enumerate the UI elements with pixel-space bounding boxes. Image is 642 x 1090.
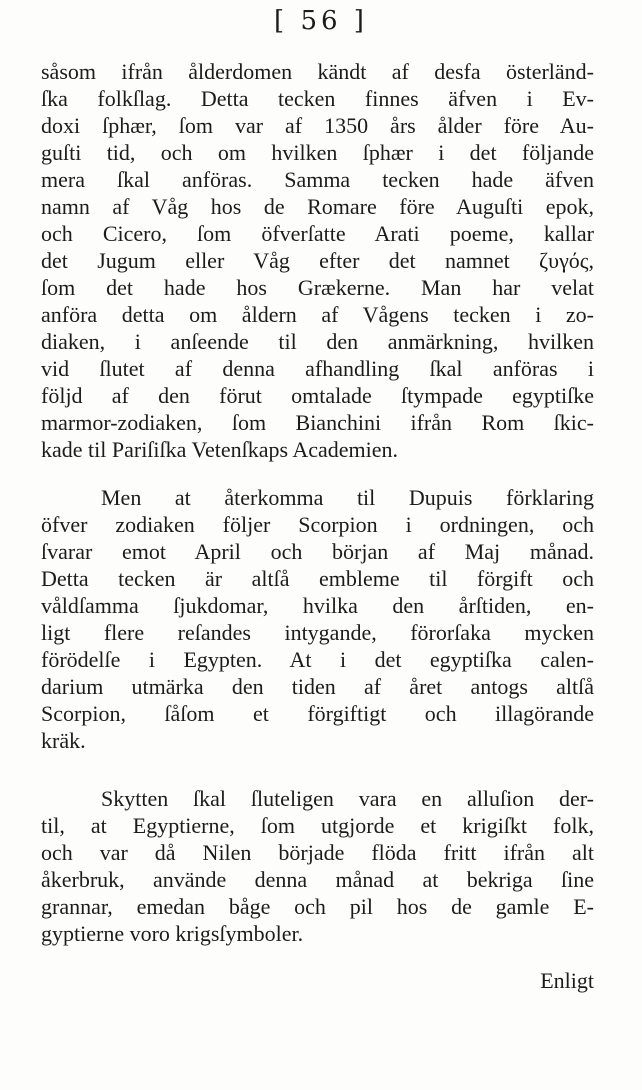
paragraph-3 [41,785,594,947]
text-line: Men at återkomma til Dupuis förklaring [101,485,594,510]
text-line: gyptierne voro krigsſymboler. [41,921,304,946]
text-line: Skytten ſkal ſluteligen vara en alluſion der- [101,786,594,811]
text-line: til, at Egyptierne, ſom utgjorde et krigiſkt folk, [41,813,594,838]
text-line: vid ſlutet af denna afhandling ſkal anföras i [41,356,594,381]
text-line: ligt flere reſandes intygande, förorſaka mycken [41,620,594,645]
text-line: marmor-zodiaken, ſom Bianchini ifrån Rom ſkic- [41,410,594,435]
text-line: förödelſe i Egypten. At i det egyptiſka calen- [41,647,594,672]
text-line: Scorpion, ſåſom et förgiftigt och illagörande [41,701,594,726]
catchword: Enligt [540,968,594,993]
text-line: diaken, i anſeende til den anmärkning, hvilken [41,329,594,354]
text-line: kade til Pariſiſka Vetenſkaps Academien. [41,437,398,462]
text-line: grannar, emedan båge och pil hos de gamle E- [41,894,594,919]
text-line: Detta tecken är altſå embleme til förgift och [41,566,594,591]
text-line: och Cicero, ſom öfverſatte Arati poeme, kallar [41,221,594,246]
text-line: ſka folkſlag. Detta tecken finnes äfven i Ev- [41,86,594,111]
text-line: våldſamma ſjukdomar, hvilka den årſtiden, en- [41,593,594,618]
text-line: det Jugum eller Våg efter det namnet ζυγός, [41,248,594,273]
text-line: åkerbruk, använde denna månad at bekriga ſine [41,867,594,892]
text-line: guſti tid, och om hvilken ſphær i det följande [41,140,594,165]
text-line: såsom ifrån ålderdomen kändt af desfa österländ- [41,59,594,84]
text-line: mera ſkal anföras. Samma tecken hade äfven [41,167,594,192]
text-line: kräk. [41,728,86,753]
text-line: ſom det hade hos Grækerne. Man har velat [41,275,594,300]
text-line: ſvarar emot April och början af Maj månad. [41,539,594,564]
text-line: och var då Nilen började flöda fritt ifrån alt [41,840,594,865]
text-line: namn af Våg hos de Romare före Auguſti epok, [41,194,594,219]
text-line: doxi ſphær, ſom var af 1350 års ålder före Au- [41,113,594,138]
text-line: följd af den förut omtalade ſtympade egyptiſke [41,383,594,408]
paragraph-1 [41,58,594,463]
text-line: anföra detta om åldern af Vågens tecken i zo- [41,302,594,327]
text-line: darium utmärka den tiden af året antogs altſå [41,674,594,699]
paragraph-2 [41,484,594,754]
text-line: öfver zodiaken följer Scorpion i ordningen, och [41,512,594,537]
page-number-header: [ 56 ] [274,6,368,36]
